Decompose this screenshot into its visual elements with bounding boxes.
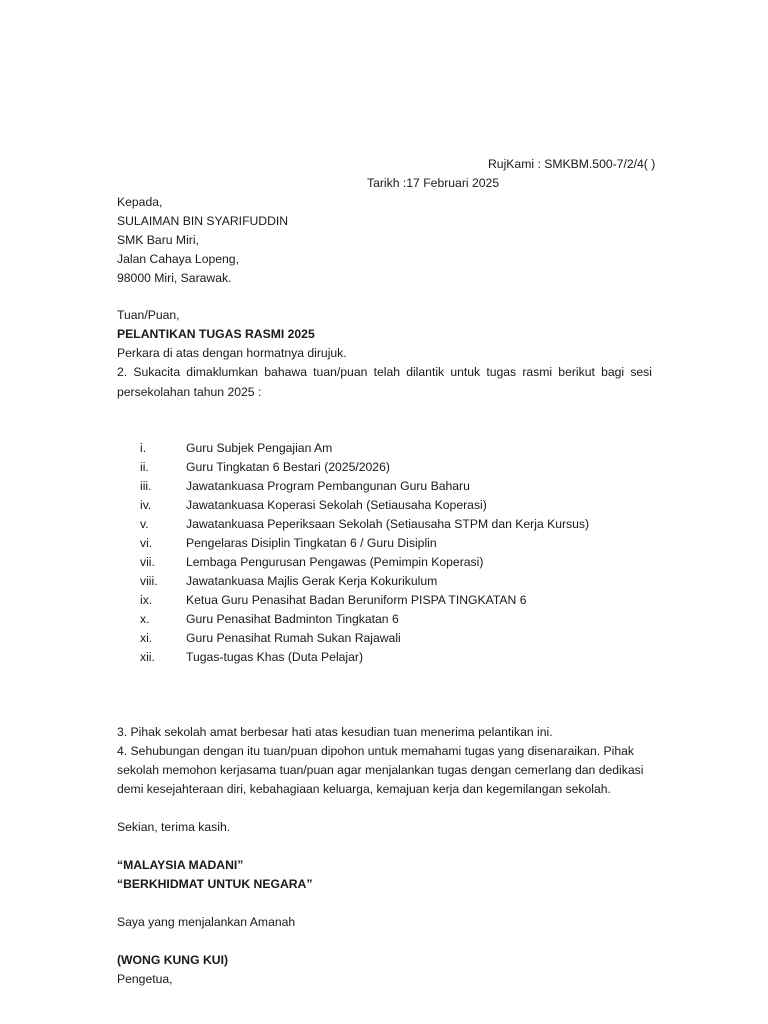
reference-line: Perkara di atas dengan hormatnya dirujuk. <box>117 346 347 360</box>
list-number: iii. <box>140 479 152 493</box>
list-item <box>140 439 660 458</box>
paragraph-4-line-2: sekolah memohon kerjasama tuan/puan agar menjalankan tugas dengan cemerlang dan dedikasi <box>117 763 644 777</box>
list-number: vi. <box>140 536 153 550</box>
to-label: Kepada, <box>117 195 163 209</box>
list-text: Guru Penasihat Rumah Sukan Rajawali <box>186 631 401 645</box>
closing-line: Sekian, terima kasih. <box>117 820 231 834</box>
signatory-name: (WONG KUNG KUI) <box>117 953 229 967</box>
list-text: Ketua Guru Penasihat Badan Beruniform PISPA TINGKATAN 6 <box>186 593 527 607</box>
list-text: Guru Penasihat Badminton Tingkatan 6 <box>186 612 399 626</box>
paragraph-4-line-1: 4. Sehubungan dengan itu tuan/puan dipohon untuk memahami tugas yang disenaraikan. Pihak <box>117 744 634 758</box>
salutation: Tuan/Puan, <box>117 308 180 322</box>
list-item <box>140 591 660 610</box>
recipient-name: SULAIMAN BIN SYARIFUDDIN <box>117 214 289 228</box>
list-item <box>140 629 660 648</box>
paragraph-2-line-2: persekolahan tahun 2025 : <box>117 385 262 399</box>
list-text: Jawatankuasa Peperiksaan Sekolah (Setiausaha STPM dan Kerja Kursus) <box>186 517 590 531</box>
letter-subject: PELANTIKAN TUGAS RASMI 2025 <box>117 327 315 341</box>
list-text: Jawatankuasa Program Pembangunan Guru Baharu <box>186 479 470 493</box>
list-number: i. <box>140 441 147 455</box>
list-text: Guru Tingkatan 6 Bestari (2025/2026) <box>186 460 390 474</box>
list-text: Lembaga Pengurusan Pengawas (Pemimpin Koperasi) <box>186 555 484 569</box>
sign-off: Saya yang menjalankan Amanah <box>117 915 296 929</box>
paragraph-3: 3. Pihak sekolah amat berbesar hati atas kesudian tuan menerima pelantikan ini. <box>117 725 553 739</box>
list-item <box>140 496 660 515</box>
list-item <box>140 458 660 477</box>
list-text: Jawatankuasa Majlis Gerak Kerja Kokurikulum <box>186 574 438 588</box>
list-number: v. <box>140 517 149 531</box>
list-text: Jawatankuasa Koperasi Sekolah (Setiausaha Koperasi) <box>186 498 487 512</box>
list-number: vii. <box>140 555 155 569</box>
list-item <box>140 534 660 553</box>
signatory-position: Pengetua, <box>117 972 173 986</box>
list-number: xi. <box>140 631 153 645</box>
list-number: iv. <box>140 498 152 512</box>
list-number: ii. <box>140 460 149 474</box>
reference-number: RujKami : SMKBM.500-7/2/4( ) <box>488 157 656 171</box>
paragraph-2-line-1: 2. Sukacita dimaklumkan bahawa tuan/puan telah dilantik untuk tugas rasmi berikut bagi sesi <box>117 365 652 379</box>
list-number: x. <box>140 612 150 626</box>
list-text: Pengelaras Disiplin Tingkatan 6 / Guru Disiplin <box>186 536 437 550</box>
list-item <box>140 553 660 572</box>
motto-berkhidmat: “BERKHIDMAT UNTUK NEGARA” <box>117 877 313 891</box>
duties-list <box>140 439 660 667</box>
list-item <box>140 610 660 629</box>
recipient-street: Jalan Cahaya Lopeng, <box>117 252 239 266</box>
list-item <box>140 515 660 534</box>
list-number: xii. <box>140 650 155 664</box>
list-item <box>140 572 660 591</box>
recipient-city: 98000 Miri, Sarawak. <box>117 271 232 285</box>
list-item <box>140 648 660 667</box>
paragraph-4-line-3: demi kesejahteraan diri, kebahagiaan keluarga, kemajuan kerja dan kegemilangan sekolah. <box>117 782 611 796</box>
list-text: Tugas-tugas Khas (Duta Pelajar) <box>186 650 364 664</box>
recipient-school: SMK Baru Miri, <box>117 233 199 247</box>
list-number: viii. <box>140 574 158 588</box>
list-item <box>140 477 660 496</box>
motto-malaysia-madani: “MALAYSIA MADANI” <box>117 858 244 872</box>
list-text: Guru Subjek Pengajian Am <box>186 441 333 455</box>
letter-date: Tarikh :17 Februari 2025 <box>367 176 500 190</box>
list-number: ix. <box>140 593 153 607</box>
